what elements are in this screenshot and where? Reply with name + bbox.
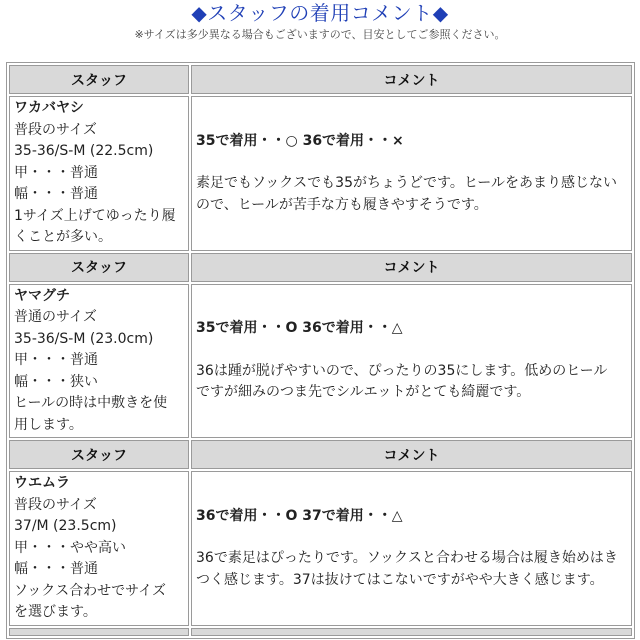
table-row: [9, 284, 632, 439]
table-row: [9, 96, 632, 251]
table-row: [9, 471, 632, 626]
staff-detail: 甲・・・やや高い: [14, 539, 126, 556]
staff-cell: [9, 471, 189, 626]
cut-cell: [191, 628, 632, 636]
column-header-staff: スタッフ: [9, 65, 189, 94]
staff-detail: 普通のサイズ: [14, 309, 97, 325]
staff-cell: [9, 284, 189, 439]
staff-name: ワカバヤシ: [14, 100, 84, 116]
page-title: ◆スタッフの着用コメント◆: [191, 1, 449, 25]
staff-detail: 35-36/S-M (23.0cm): [14, 330, 154, 347]
staff-detail: 幅・・・普通: [14, 186, 98, 202]
column-header-staff: スタッフ: [9, 440, 189, 469]
column-header-comment: コメント: [191, 440, 632, 469]
staff-detail: ヒールの時は中敷きを使: [14, 395, 168, 411]
comment-text: つく感じます。37は抜けてはこないですがやや大きく感じます。: [196, 571, 604, 588]
staff-detail: 普段のサイズ: [14, 121, 97, 138]
column-header-comment: コメント: [191, 253, 632, 282]
comment-text: ので、ヒールが苦手な方も履きやすそうです。: [196, 196, 488, 213]
staff-detail: 37/M (23.5cm): [14, 518, 117, 534]
staff-detail: 用します。: [14, 416, 83, 433]
comment-cell: [191, 471, 632, 626]
fit-result: 36で着用・・O 37で着用・・△: [196, 507, 403, 524]
staff-detail: ソックス合わせでサイズ: [14, 582, 167, 599]
comment-text: 36で素足はぴったりです。ソックスと合わせる場合は履き始めはき: [196, 550, 618, 566]
size-note: ※サイズは多少異なる場合もございますので、目安としてご参照ください。: [134, 28, 506, 41]
staff-detail: くことが多い。: [14, 229, 112, 245]
column-header-staff: スタッフ: [9, 253, 189, 282]
staff-detail: 幅・・・普通: [14, 561, 98, 577]
staff-detail: 普段のサイズ: [14, 496, 97, 513]
staff-detail: を選びます。: [14, 604, 97, 620]
staff-detail: 1サイズ上げてゆったり履: [14, 207, 176, 224]
staff-detail: 35-36/S-M (22.5cm): [14, 143, 154, 159]
fit-result: 35で着用・・○ 36で着用・・×: [196, 132, 404, 149]
staff-detail: 甲・・・普通: [14, 164, 98, 181]
comment-text: 素足でもソックスでも35がちょうどです。ヒールをあまり感じない: [196, 175, 618, 191]
staff-detail: 幅・・・狭い: [14, 373, 98, 390]
staff-cell: [9, 96, 189, 251]
table-header-row: [9, 65, 632, 94]
comment-text: 36は踵が脱げやすいので、ぴったりの35にします。低めのヒール: [196, 362, 608, 379]
staff-comment-table: [6, 62, 635, 639]
table-row-cut: [9, 628, 632, 636]
column-header-comment: コメント: [191, 65, 632, 94]
table-header-row: [9, 440, 632, 469]
staff-name: ヤマグチ: [14, 287, 70, 304]
comment-text: ですが細みのつま先でシルエットがとても綺麗です。: [196, 384, 531, 400]
comment-cell: [191, 284, 632, 439]
fit-result: 35で着用・・O 36で着用・・△: [196, 320, 403, 336]
table-header-row: [9, 253, 632, 282]
staff-detail: 甲・・・普通: [14, 352, 98, 368]
staff-name: ウエムラ: [14, 475, 70, 491]
comment-cell: [191, 96, 632, 251]
cut-cell: [9, 628, 189, 636]
